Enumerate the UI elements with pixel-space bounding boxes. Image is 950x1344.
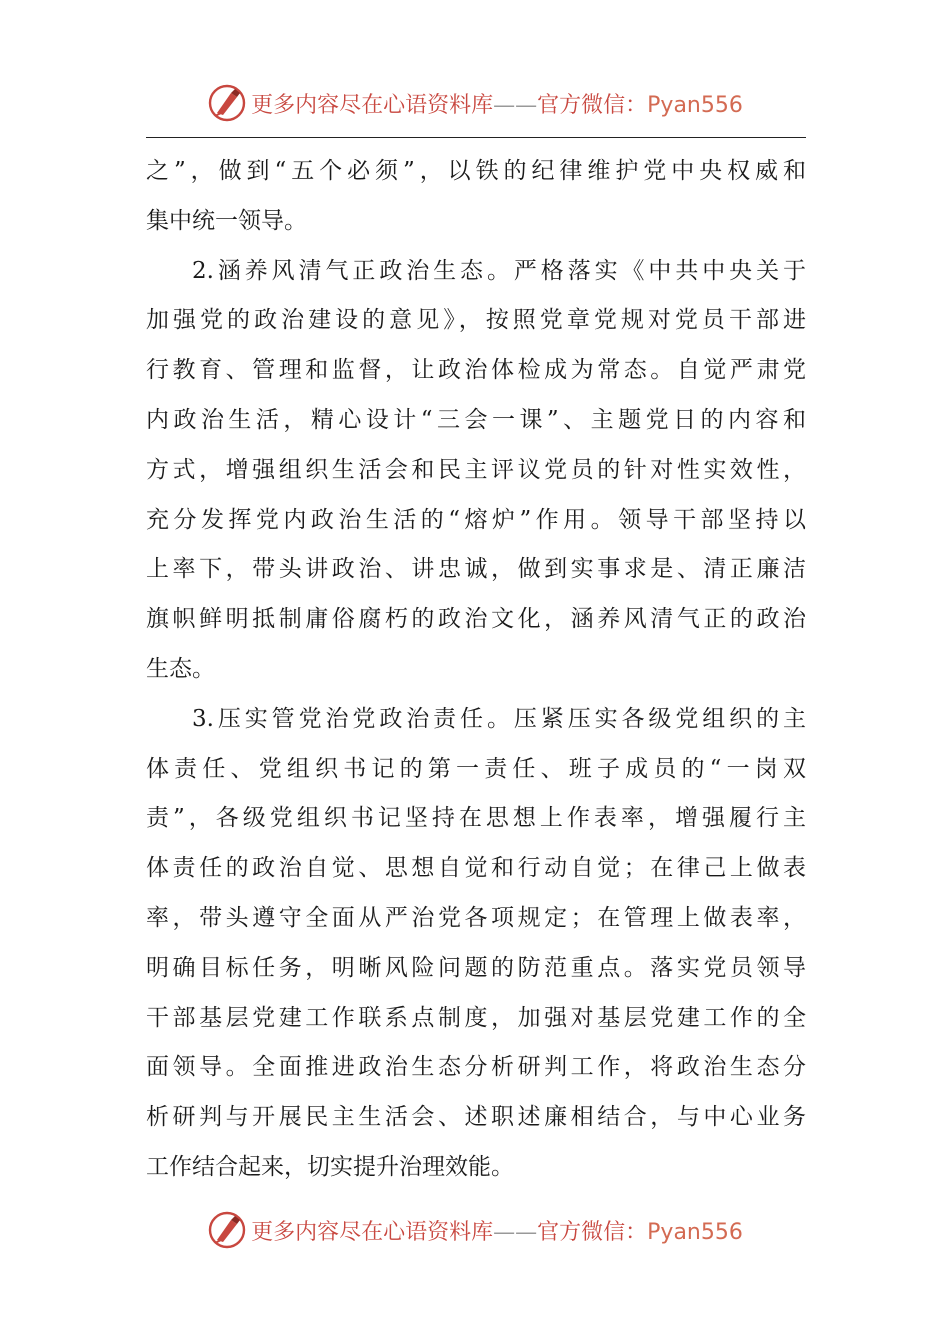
text-line: 析研判与开展民主生活会、述职述廉相结合，与中心业务	[146, 1104, 806, 1131]
banner-separator: ——	[493, 1219, 538, 1245]
header-divider	[146, 137, 806, 138]
banner-separator: ——	[493, 92, 538, 118]
fountain-pen-logo-icon	[207, 83, 247, 123]
header-banner	[0, 80, 950, 126]
text-line: 2.涵养风清气正政治生态。严格落实《中共中央关于	[192, 257, 806, 284]
text-line: 上率下，带头讲政治、讲忠诚，做到实事求是、清正廉洁	[146, 556, 806, 583]
document-body	[146, 147, 806, 1193]
fountain-pen-logo-icon	[207, 1210, 247, 1250]
header-banner-text	[251, 88, 743, 119]
text-line: 行教育、管理和监督，让政治体检成为常态。自觉严肃党	[146, 357, 806, 384]
text-line: 3.压实管党治党政治责任。压紧压实各级党组织的主	[192, 705, 806, 732]
footer-banner	[0, 1207, 950, 1253]
wechat-label: 官方微信：	[537, 1219, 648, 1245]
text-line: 明确目标任务，明晰风险问题的防范重点。落实党员领导	[146, 954, 806, 981]
wechat-label: 官方微信：	[537, 92, 648, 118]
text-line: 体责任、党组织书记的第一责任、班子成员的“一岗双	[146, 755, 806, 782]
text-line: 集中统一领导。	[146, 207, 307, 234]
text-line: 体责任的政治自觉、思想自觉和行动自觉；在律己上做表	[146, 855, 806, 882]
text-line: 旗帜鲜明抵制庸俗腐朽的政治文化，涵养风清气正的政治	[146, 606, 806, 633]
wechat-id: Pyan556	[647, 92, 743, 118]
wechat-id: Pyan556	[647, 1219, 743, 1245]
text-line: 内政治生活，精心设计“三会一课”、主题党日的内容和	[146, 406, 806, 433]
text-line: 加强党的政治建设的意见》，按照党章党规对党员干部进	[146, 307, 806, 334]
text-line: 生态。	[146, 655, 215, 682]
text-line: 方式，增强组织生活会和民主评议党员的针对性实效性，	[146, 456, 806, 483]
text-line: 之”，做到“五个必须”，以铁的纪律维护党中央权威和	[146, 158, 806, 184]
text-line: 充分发挥党内政治生活的“熔炉”作用。领导干部坚持以	[146, 506, 806, 533]
text-line: 责”，各级党组织书记坚持在思想上作表率，增强履行主	[146, 805, 806, 832]
text-line: 面领导。全面推进政治生态分析研判工作，将政治生态分	[146, 1054, 806, 1081]
footer-banner-text	[251, 1215, 743, 1246]
banner-title: 更多内容尽在心语资料库	[251, 92, 494, 118]
text-line: 工作结合起来，切实提升治理效能。	[146, 1153, 514, 1180]
text-line: 率，带头遵守全面从严治党各项规定；在管理上做表率，	[146, 904, 806, 931]
text-line: 干部基层党建工作联系点制度，加强对基层党建工作的全	[146, 1004, 806, 1031]
banner-title: 更多内容尽在心语资料库	[251, 1219, 494, 1245]
